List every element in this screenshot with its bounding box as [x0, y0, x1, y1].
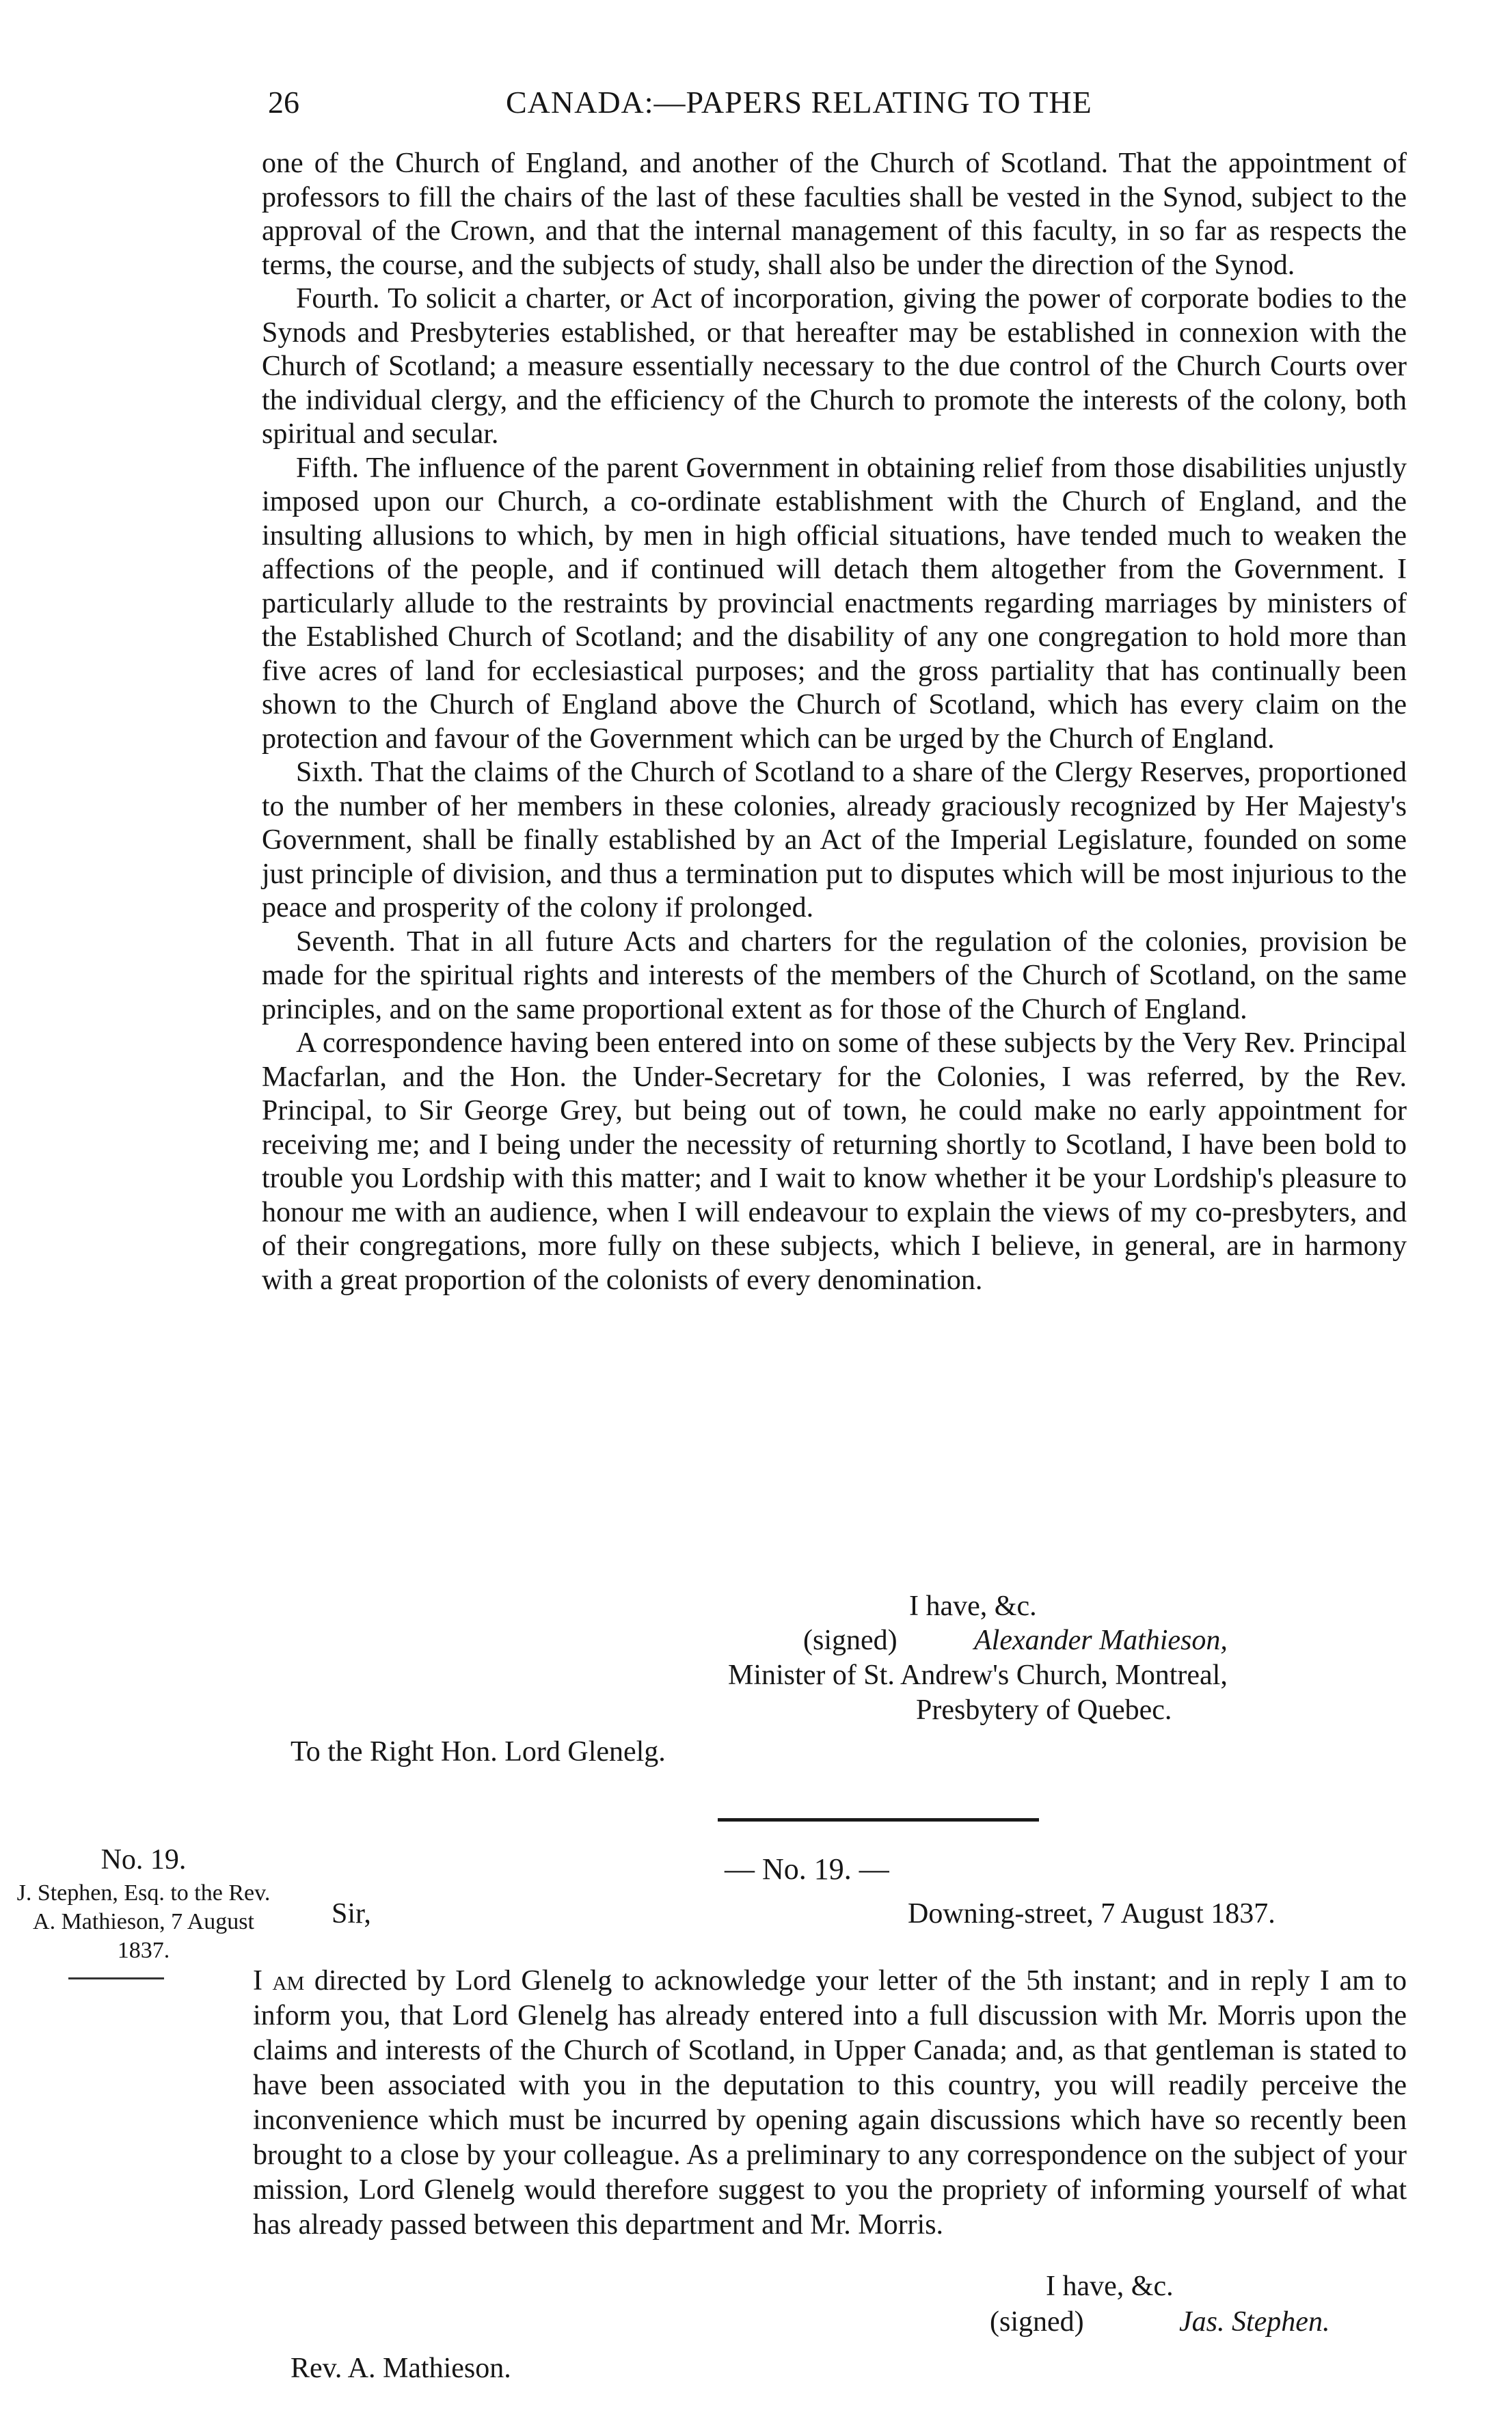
paragraph-correspondence: A correspondence having been entered into on some of these subjects by the Very Rev. Principal Macfarlan, and the Hon. the Under-Secretary for the Colonies, I was referred, by the Rev. Principal, to Sir George Grey, but being out of town, he could make no early appointment for receiving me; and I being under the necessity of returning shortly to Scotland, I have been bold to trouble you Lordship with this matter; and I wait to know whether it be your Lordship's pleasure to honour me with an audience, when I will endeavour to explain the views of my co-presbyters, and of their congregations, more fully on these subjects, which I believe, in general, are in harmony with a great proportion of the colonists of every denomination.: [262, 1027, 1407, 1296]
letter-dateline: Downing-street, 7 August 1837.: [908, 1898, 1275, 1930]
page-header: [253, 82, 1224, 123]
letter-body: [253, 1964, 1407, 2243]
letter-signer: Jas. Stephen.: [1179, 2306, 1330, 2338]
letter-salutation: Sir,: [332, 1898, 371, 1930]
letter-signed: (signed): [990, 2306, 1084, 2338]
signature1-addressee: To the Right Hon. Lord Glenelg.: [291, 1736, 666, 1768]
signature1-title-line1: Minister of St. Andrew's Church, Montreal,: [728, 1660, 1228, 1691]
letter-first-word: I am: [253, 1965, 305, 1997]
paragraph-sixth: Sixth. That the claims of the Church of Scotland to a share of the Clergy Reserves, proportioned to the number of her members in these colonies, already graciously recognized by Her Majesty's Government, shall be finally established by an Act of the Imperial Legislature, founded on some just principle of division, and thus a termination put to disputes which will be most injurious to the peace and prosperity of the colony if prolonged.: [262, 757, 1407, 923]
paragraph-fourth: Fourth. To solicit a charter, or Act of incorporation, giving the power of corporate bodies to the Synods and Presbyteries established, or that hereafter may be established in connexion with the Church of Scotland; a measure essentially necessary to the due control of the Church Courts over the individual clergy, and the efficiency of the Church to promote the interests of the colony, both spiritual and secular.: [262, 283, 1407, 450]
body-text: [262, 147, 1407, 1297]
signature1-closing: I have, &c.: [909, 1591, 1037, 1622]
margin-note: [10, 1842, 277, 1965]
margin-note-text: J. Stephen, Esq. to the Rev. A. Mathieson, 7 August 1837.: [16, 1880, 271, 1963]
paragraph-continued: one of the Church of England, and another of the Church of Scotland. That the appointment of professors to fill the chairs of the last of these faculties shall be vested in the Synod, subject to the approval of the Crown, and that the internal management of this faculty, in so far as respects the terms, the course, and the subjects of study, shall also be under the direction of the Synod.: [262, 148, 1407, 281]
signature1-name: Alexander Mathieson,: [974, 1625, 1228, 1656]
running-head: CANADA:—PAPERS RELATING TO THE: [506, 85, 1092, 120]
signature1-title-line2: Presbytery of Quebec.: [916, 1694, 1172, 1726]
paragraph-seventh: Seventh. That in all future Acts and charters for the regulation of the colonies, provision be made for the spiritual rights and interests of the members of the Church of Scotland, on the same principles, and on the same proportional extent as for those of the Church of England.: [262, 925, 1407, 1025]
margin-note-number: No. 19.: [100, 1844, 187, 1876]
letter-text: directed by Lord Glenelg to acknowledge your letter of the 5th instant; and in reply I am to inform you, that Lord Glenelg has already entered into a full discussion with Mr. Morris upon the claims and interests of the Church of Scotland, in Upper Canada; and, as that gentleman is stated to have been associated with you in the deputation to this country, you will readily perceive the inconvenience which must be incurred by opening again discussions which have so recently been brought to a close by your colleague. As a preliminary to any correspondence on the subject of your mission, Lord Glenelg would therefore suggest to you the propriety of informing yourself of what has already passed between this department and Mr. Morris.: [253, 1965, 1407, 2241]
page-number: 26: [268, 85, 299, 120]
letter-closing: I have, &c.: [1046, 2271, 1174, 2302]
signature1-signed: (signed): [803, 1625, 897, 1656]
letter-heading: — No. 19. —: [725, 1852, 889, 1886]
paragraph-fifth: Fifth. The influence of the parent Government in obtaining relief from those disabilities unjustly imposed upon our Church, a co-ordinate establishment with the Church of England, and the insulting allusions to which, by men in high official situations, have tended much to weaken the affections of the people, and if continued will detach them altogether from the Government. I particularly allude to the restraints by provincial enactments regarding marriages by ministers of the Established Church of Scotland; and the disability of any one congregation to hold more than five acres of land for ecclesiastical purposes; and the gross partiality that has continually been shown to the Church of England above the Church of Scotland, which has every claim on the protection and favour of the Government which can be urged by the Church of England.: [262, 452, 1407, 755]
section-divider: [718, 1818, 1039, 1822]
letter-addressee: Rev. A. Mathieson.: [291, 2353, 511, 2384]
margin-note-rule: [68, 1977, 164, 1979]
